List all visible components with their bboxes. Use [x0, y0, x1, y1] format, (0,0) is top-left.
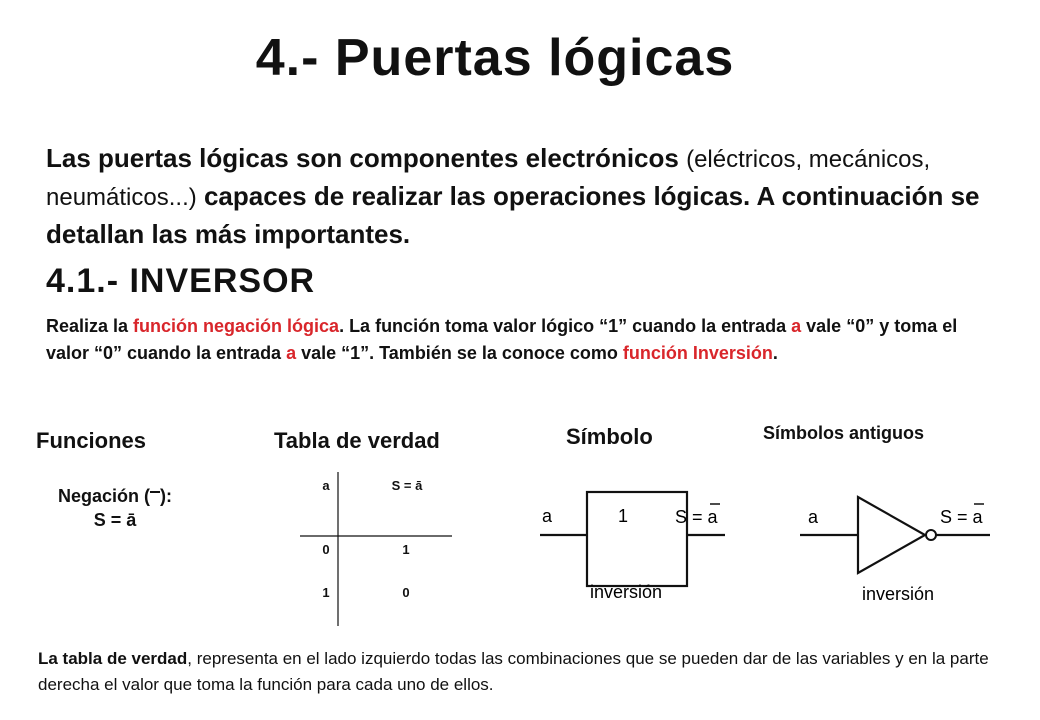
- section-heading: 4.1.- INVERSOR: [46, 262, 316, 300]
- symbol-input-label: a: [542, 506, 553, 526]
- desc-s4: a: [791, 316, 802, 336]
- old-input-label: a: [808, 507, 819, 527]
- desc-s8: función Inversión: [622, 343, 773, 363]
- symbol-gate-label: 1: [618, 506, 629, 526]
- desc-s5: vale “0” y toma el valor “0” cuando la entrada: [46, 316, 958, 363]
- truth-cell-r1c0: 1: [322, 585, 330, 600]
- symbol-output-label: S = a: [675, 507, 718, 527]
- truth-col-s: S = ā: [391, 478, 423, 493]
- triangle-icon: [858, 497, 925, 573]
- truth-table: [300, 470, 460, 630]
- intro-part1: Las puertas lógicas son componentes electrónicos: [46, 143, 679, 173]
- truth-cell-r1c1: 0: [402, 585, 410, 600]
- symbol-header: Símbolo: [566, 424, 653, 449]
- section-description: [46, 313, 986, 367]
- old-inverter-symbol: [790, 480, 1010, 610]
- footer-rest: , representa en el lado izquierdo todas las combinaciones que se pueden dar de las variables y en la parte derecha el valor que toma la función para cada uno de ellos.: [38, 649, 989, 694]
- old-output-label: S = a: [940, 507, 983, 527]
- function-name-prefix: Negación (: [57, 486, 150, 506]
- footer-bold: La tabla de verdad: [38, 649, 188, 668]
- truth-cell-r0c1: 1: [402, 542, 410, 557]
- desc-s9: .: [772, 343, 778, 363]
- desc-s3: . La función toma valor lógico “1” cuando la entrada: [339, 316, 792, 336]
- functions-header: Funciones: [36, 428, 147, 453]
- function-expression: S = ā: [93, 510, 137, 530]
- truth-table-header: Tabla de verdad: [274, 428, 440, 453]
- truth-col-a: a: [322, 478, 330, 493]
- old-symbol-caption: inversión: [862, 584, 935, 604]
- intro-part2: (eléctricos, mecánicos, neumáticos...): [46, 146, 931, 211]
- inverter-symbol: [530, 480, 770, 610]
- intro-part4: A continuación se detallan las más importantes.: [46, 181, 980, 249]
- page-title: 4.- Puertas lógicas: [255, 29, 735, 87]
- desc-s1: Realiza la: [46, 316, 134, 336]
- old-symbols-header: Símbolos antiguos: [763, 423, 925, 443]
- gate-box: [587, 492, 687, 586]
- truth-cell-r0c0: 0: [322, 542, 330, 557]
- macron-icon: [150, 491, 160, 503]
- intro-paragraph: [46, 140, 996, 253]
- function-name: [20, 484, 210, 508]
- desc-s6: a: [286, 343, 297, 363]
- function-name-suffix: ):: [160, 486, 172, 506]
- desc-s2: función negación lógica: [133, 316, 340, 336]
- negation-bubble-icon: [926, 530, 936, 540]
- desc-s7: vale “1”. También se la conoce como: [296, 343, 623, 363]
- footer-note: [38, 646, 1028, 698]
- intro-part3: capaces de realizar las operaciones lógicas.: [203, 181, 751, 211]
- symbol-caption: inversión: [590, 582, 663, 602]
